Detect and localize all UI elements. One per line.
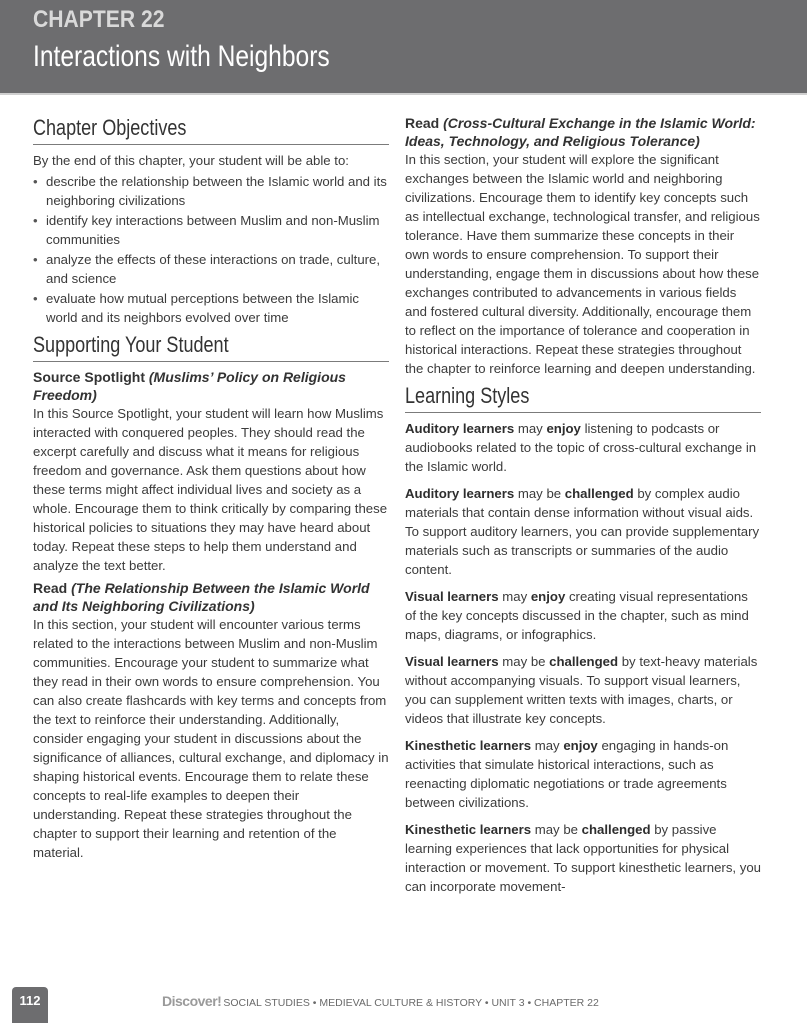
footer-breadcrumb: SOCIAL STUDIES • MEDIEVAL CULTURE & HISTORY • UNIT 3 • CHAPTER 22 bbox=[223, 997, 599, 1009]
objectives-intro: By the end of this chapter, your student will be able to: bbox=[33, 153, 349, 168]
brand-logo: Discover! bbox=[162, 993, 222, 1009]
bullet-icon: • bbox=[33, 174, 38, 189]
chapter-header bbox=[0, 0, 807, 93]
header-divider bbox=[0, 93, 807, 95]
objective-item: • identify key interactions between Muslim and non-Muslim communities bbox=[33, 213, 380, 247]
heading-rule bbox=[405, 412, 761, 413]
learning-style-item: Kinesthetic learners may enjoy engaging in hands-on activities that simulate historical interactions, such as reenacting diplomatic negotiations or trade agreements between civilizations. bbox=[405, 738, 729, 810]
chapter-number: CHAPTER 22 bbox=[33, 6, 165, 33]
heading-rule bbox=[33, 361, 389, 362]
source-spotlight-heading: Source Spotlight (Muslims’ Policy on Religious Freedom) bbox=[33, 369, 346, 403]
objectives-list bbox=[33, 172, 389, 327]
heading-rule bbox=[33, 144, 389, 145]
page-number-tab bbox=[12, 987, 48, 1023]
learning-styles-heading: Learning Styles bbox=[405, 383, 530, 408]
read-cross-cultural-heading: Read (Cross-Cultural Exchange in the Islamic World: Ideas, Technology, and Religious Tolerance) bbox=[405, 115, 756, 149]
objective-item: • describe the relationship between the Islamic world and its neighboring civilizations bbox=[33, 174, 387, 208]
objective-item: • evaluate how mutual perceptions between the Islamic world and its neighbors evolved over time bbox=[33, 291, 360, 325]
learning-style-item: Auditory learners may be challenged by complex audio materials that contain dense information without visual aids. To support auditory learners, you can provide supplementary materials such as transcripts or summaries of the audio content. bbox=[405, 486, 760, 577]
read-relationship-body: In this section, your student will encounter various terms related to the interactions between Muslim and non-Muslim communities. Encourage your student to summarize what they read in their own words to ensure comprehension. You can also create flashcards with key terms and concepts from the text to reinforce their understanding. Additionally, consider engaging your student in discussions about the significance of alliances, cultural exchange, and diplomacy in shaping historical events. Encourage them to relate these concepts to real-life examples to deepen their understanding. Repeat these strategies throughout the chapter to support their learning and retention of the material. bbox=[33, 617, 389, 860]
supporting-heading: Supporting Your Student bbox=[33, 332, 229, 357]
left-column bbox=[33, 110, 389, 866]
read-relationship-heading: Read (The Relationship Between the Islamic World and Its Neighboring Civilizations) bbox=[33, 580, 370, 614]
objective-item: • analyze the effects of these interactions on trade, culture, and science bbox=[33, 252, 381, 286]
bullet-icon: • bbox=[33, 291, 38, 306]
page-number: 112 bbox=[19, 993, 41, 1008]
learning-style-item: Auditory learners may enjoy listening to podcasts or audiobooks related to the topic of cross-cultural exchange in the Islamic world. bbox=[405, 421, 757, 474]
chapter-title: Interactions with Neighbors bbox=[33, 40, 330, 73]
learning-style-item: Kinesthetic learners may be challenged by passive learning experiences that lack opportunities for physical interaction or movement. To support kinesthetic learners, you can incorporate movement- bbox=[405, 822, 761, 894]
source-spotlight-body: In this Source Spotlight, your student will learn how Muslims interacted with conquered peoples. They should read the excerpt carefully and discuss what it means for religious freedom and governance. Ask them questions about how these terms might affect individual lives and society as a whole. Encourage them to think critically by comparing these historical policies to situations they may have heard about today. Repeat these steps to help them understand and analyze the text better. bbox=[33, 406, 388, 573]
read-cross-cultural-body: In this section, your student will explore the significant exchanges between the Islamic world and neighboring civilizations. Encourage them to identify key concepts such as intellectual exchange, technological transfer, and religious tolerance. Have them summarize these concepts in their own words to ensure comprehension. To support their understanding, engage them in discussions about how these exchanges contributed to advancements in various fields and fostered cultural diversity. Additionally, encourage them to reflect on the importance of tolerance and cooperation in historical interactions. Repeat these strategies throughout the chapter to reinforce learning and deepen understanding. bbox=[405, 152, 760, 376]
bullet-icon: • bbox=[33, 252, 38, 267]
footer bbox=[162, 993, 599, 1009]
learning-style-item: Visual learners may be challenged by text-heavy materials without accompanying visuals. To support visual learners, you can supplement written texts with images, charts, or videos that illustrate key concepts. bbox=[405, 654, 758, 726]
objectives-heading: Chapter Objectives bbox=[33, 115, 187, 140]
learning-style-item: Visual learners may enjoy creating visual representations of the key concepts discussed in the chapter, such as mind maps, diagrams, or infographics. bbox=[405, 589, 749, 642]
right-column bbox=[405, 112, 761, 904]
bullet-icon: • bbox=[33, 213, 38, 228]
